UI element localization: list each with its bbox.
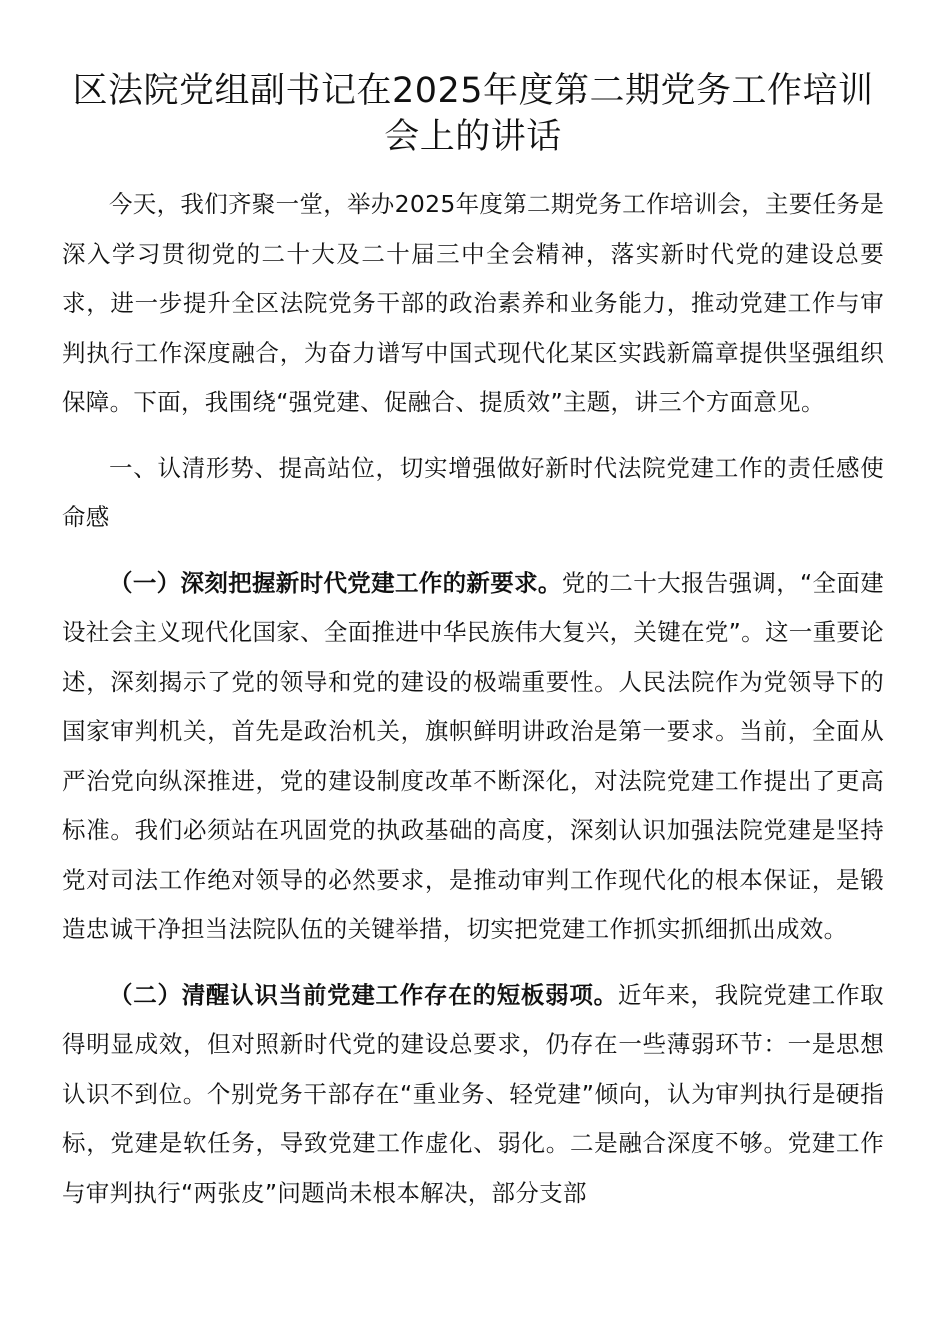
subsection-1-text: 党的二十大报告强调，“全面建设社会主义现代化国家、全面推进中华民族伟大复兴，关键在党”。这一重要论述，深刻揭示了党的领导和党的建设的极端重要性。人民法院作为党领导下的国家审判机关，首先是政治机关，旗帜鲜明讲政治是第一要求。当前，全面从严治党向纵深推进，党的建设制度改革不断深化，对法院党建工作提出了更高标准。我们必须站在巩固党的执政基础的高度，深刻认识加强法院党建是坚持党对司法工作绝对领导的必然要求，是推动审判工作现代化的根本保证，是锻造忠诚干净担当法院队伍的关键举措，切实把党建工作抓实抓细抓出成效。 bbox=[62, 568, 884, 943]
subsection-2-lead: （二）清醒认识当前党建工作存在的短板弱项。 bbox=[109, 980, 618, 1009]
section-heading-1: 一、认清形势、提高站位，切实增强做好新时代法院党建工作的责任感使命感 bbox=[62, 453, 884, 531]
subsection-1-lead: （一）深刻把握新时代党建工作的新要求。 bbox=[109, 568, 562, 597]
document-title bbox=[62, 68, 884, 160]
paragraph-intro: 今天，我们齐聚一堂，举办2025年度第二期党务工作培训会，主要任务是深入学习贯彻党的二十大及二十届三中全会精神，落实新时代党的建设总要求，进一步提升全区法院党务干部的政治素养和业务能力，推动党建工作与审判执行工作深度融合，为奋力谱写中国式现代化某区实践新篇章提供坚强组织保障。下面，我围绕“强党建、促融合、提质效”主题，讲三个方面意见。 bbox=[62, 190, 885, 416]
title-line-1: 区法院党组副书记在2025年度第二期党务工作培训 bbox=[72, 71, 874, 111]
title-line-2: 会上的讲话 bbox=[384, 117, 562, 157]
document-body bbox=[62, 180, 884, 1218]
paragraph-subsection-2 bbox=[62, 971, 884, 1219]
subsection-2-text: 近年来，我院党建工作取得明显成效，但对照新时代党的建设总要求，仍存在一些薄弱环节：一是思想认识不到位。个别党务干部存在“重业务、轻党建”倾向，认为审判执行是硬指标，党建是软任务，导致党建工作虚化、弱化。二是融合深度不够。党建工作与审判执行“两张皮”问题尚未根本解决，部分支部 bbox=[62, 980, 884, 1207]
paragraph-subsection-1 bbox=[62, 559, 884, 955]
